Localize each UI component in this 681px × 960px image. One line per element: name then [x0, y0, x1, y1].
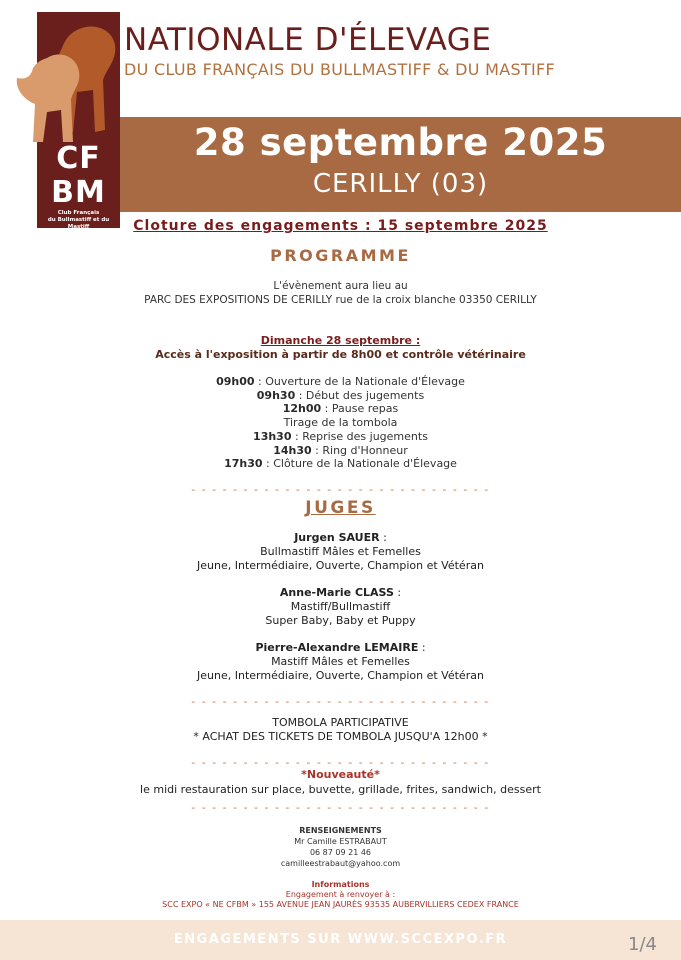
divider: - - - - - - - - - - - - - - - - - - - - - - - - - - - - - — [191, 801, 490, 814]
judge-name: Anne-Marie CLASS — [279, 586, 394, 599]
informations-block — [0, 880, 681, 910]
schedule-item: 13h30 : Reprise des jugements — [253, 429, 428, 443]
schedule-item: 14h30 : Ring d'Honneur — [273, 443, 408, 457]
contact-heading: RENSEIGNEMENTS — [299, 826, 382, 835]
judge-breed: Mastiff/Bullmastiff — [290, 600, 391, 613]
informations-address: SCC EXPO « NE CFBM » 155 AVENUE JEAN JAURÈS 93535 AUBERVILLIERS CEDEX FRANCE — [162, 900, 519, 909]
judge-breed: Mastiff Mâles et Femelles — [271, 655, 410, 668]
judge-entry: Anne-Marie CLASS : Mastiff/Bullmastiff Super Baby, Baby et Puppy — [0, 586, 681, 628]
nouveaute-label: *Nouveauté* — [301, 768, 380, 781]
judge-entry: Jurgen SAUER : Bullmastiff Mâles et Femelles Jeune, Intermédiaire, Ouverte, Champion et Vétéran — [0, 531, 681, 573]
logo-club-line2: du Bullmastiff et du Mastiff — [47, 217, 110, 230]
page-subtitle: DU CLUB FRANÇAIS DU BULLMASTIFF & DU MASTIFF — [124, 60, 556, 79]
page-number: 1/4 — [628, 934, 657, 955]
judge-name: Jurgen SAUER — [294, 531, 380, 544]
divider: - - - - - - - - - - - - - - - - - - - - - - - - - - - - - — [191, 695, 490, 708]
logo-initials-line1: CF — [56, 141, 101, 176]
contact-name: Mr Camille ESTRABAUT — [294, 837, 387, 846]
event-city: CERILLY (03) — [312, 169, 489, 199]
schedule-item: Tirage de la tombola — [283, 416, 398, 430]
judge-classes: Jeune, Intermédiaire, Ouverte, Champion et Vétéran — [197, 559, 484, 572]
closure-notice: Cloture des engagements : 15 septembre 2025 — [133, 218, 548, 234]
informations-line1: Engagement à renvoyer à : — [285, 890, 396, 899]
tombola-title: TOMBOLA PARTICIPATIVE — [272, 716, 409, 729]
divider: - - - - - - - - - - - - - - - - - - - - - - - - - - - - - — [191, 756, 490, 769]
programme-heading: PROGRAMME — [270, 246, 411, 265]
day-heading: Dimanche 28 septembre : — [260, 334, 421, 347]
page-title: NATIONALE D'ÉLEVAGE — [124, 22, 492, 58]
dogs-silhouette-icon — [7, 20, 127, 145]
judge-name: Pierre-Alexandre LEMAIRE — [255, 641, 419, 654]
schedule-item: 09h30 : Début des jugements — [256, 388, 425, 402]
event-date: 28 septembre 2025 — [193, 121, 608, 164]
judge-entry: Pierre-Alexandre LEMAIRE : Mastiff Mâles et Femelles Jeune, Intermédiaire, Ouverte, Champion et Vétéran — [0, 641, 681, 683]
logo-club-line1: Club Français — [57, 210, 100, 216]
contact-block — [0, 825, 681, 869]
logo-initials — [37, 142, 120, 210]
venue-line-1: L'évènement aura lieu au — [273, 280, 408, 292]
schedule-list — [0, 375, 681, 471]
divider: - - - - - - - - - - - - - - - - - - - - - - - - - - - - - — [191, 483, 490, 496]
judge-classes: Jeune, Intermédiaire, Ouverte, Champion et Vétéran — [197, 669, 484, 682]
schedule-item: 12h00 : Pause repas — [282, 402, 399, 416]
tombola-note: * ACHAT DES TICKETS DE TOMBOLA JUSQU'A 12h00 * — [193, 730, 488, 743]
nouveaute-text: le midi restauration sur place, buvette, grillade, frites, sandwich, dessert — [140, 783, 541, 796]
schedule-item: 09h00 : Ouverture de la Nationale d'Élevage — [216, 375, 465, 388]
logo-club-name — [37, 210, 120, 231]
informations-heading: Informations — [311, 880, 370, 889]
judge-classes: Super Baby, Baby et Puppy — [265, 614, 416, 627]
schedule-item: 17h30 : Clôture de la Nationale d'Élevage — [224, 457, 457, 471]
venue-line-2: PARC DES EXPOSITIONS DE CERILLY rue de la croix blanche 03350 CERILLY — [144, 294, 537, 306]
contact-phone: 06 87 09 21 46 — [309, 848, 372, 857]
club-logo — [37, 12, 120, 228]
judges-heading: JUGES — [305, 498, 376, 518]
footer-banner — [0, 920, 681, 960]
access-info: Accès à l'exposition à partir de 8h00 et contrôle vétérinaire — [155, 348, 526, 361]
tombola-info — [0, 716, 681, 744]
judge-breed: Bullmastiff Mâles et Femelles — [260, 545, 421, 558]
contact-email: camilleestrabaut@yahoo.com — [280, 859, 401, 868]
logo-initials-line2: BM — [51, 175, 106, 210]
footer-website: ENGAGEMENTS SUR WWW.SCCEXPO.FR — [173, 932, 508, 947]
date-banner — [120, 117, 681, 212]
